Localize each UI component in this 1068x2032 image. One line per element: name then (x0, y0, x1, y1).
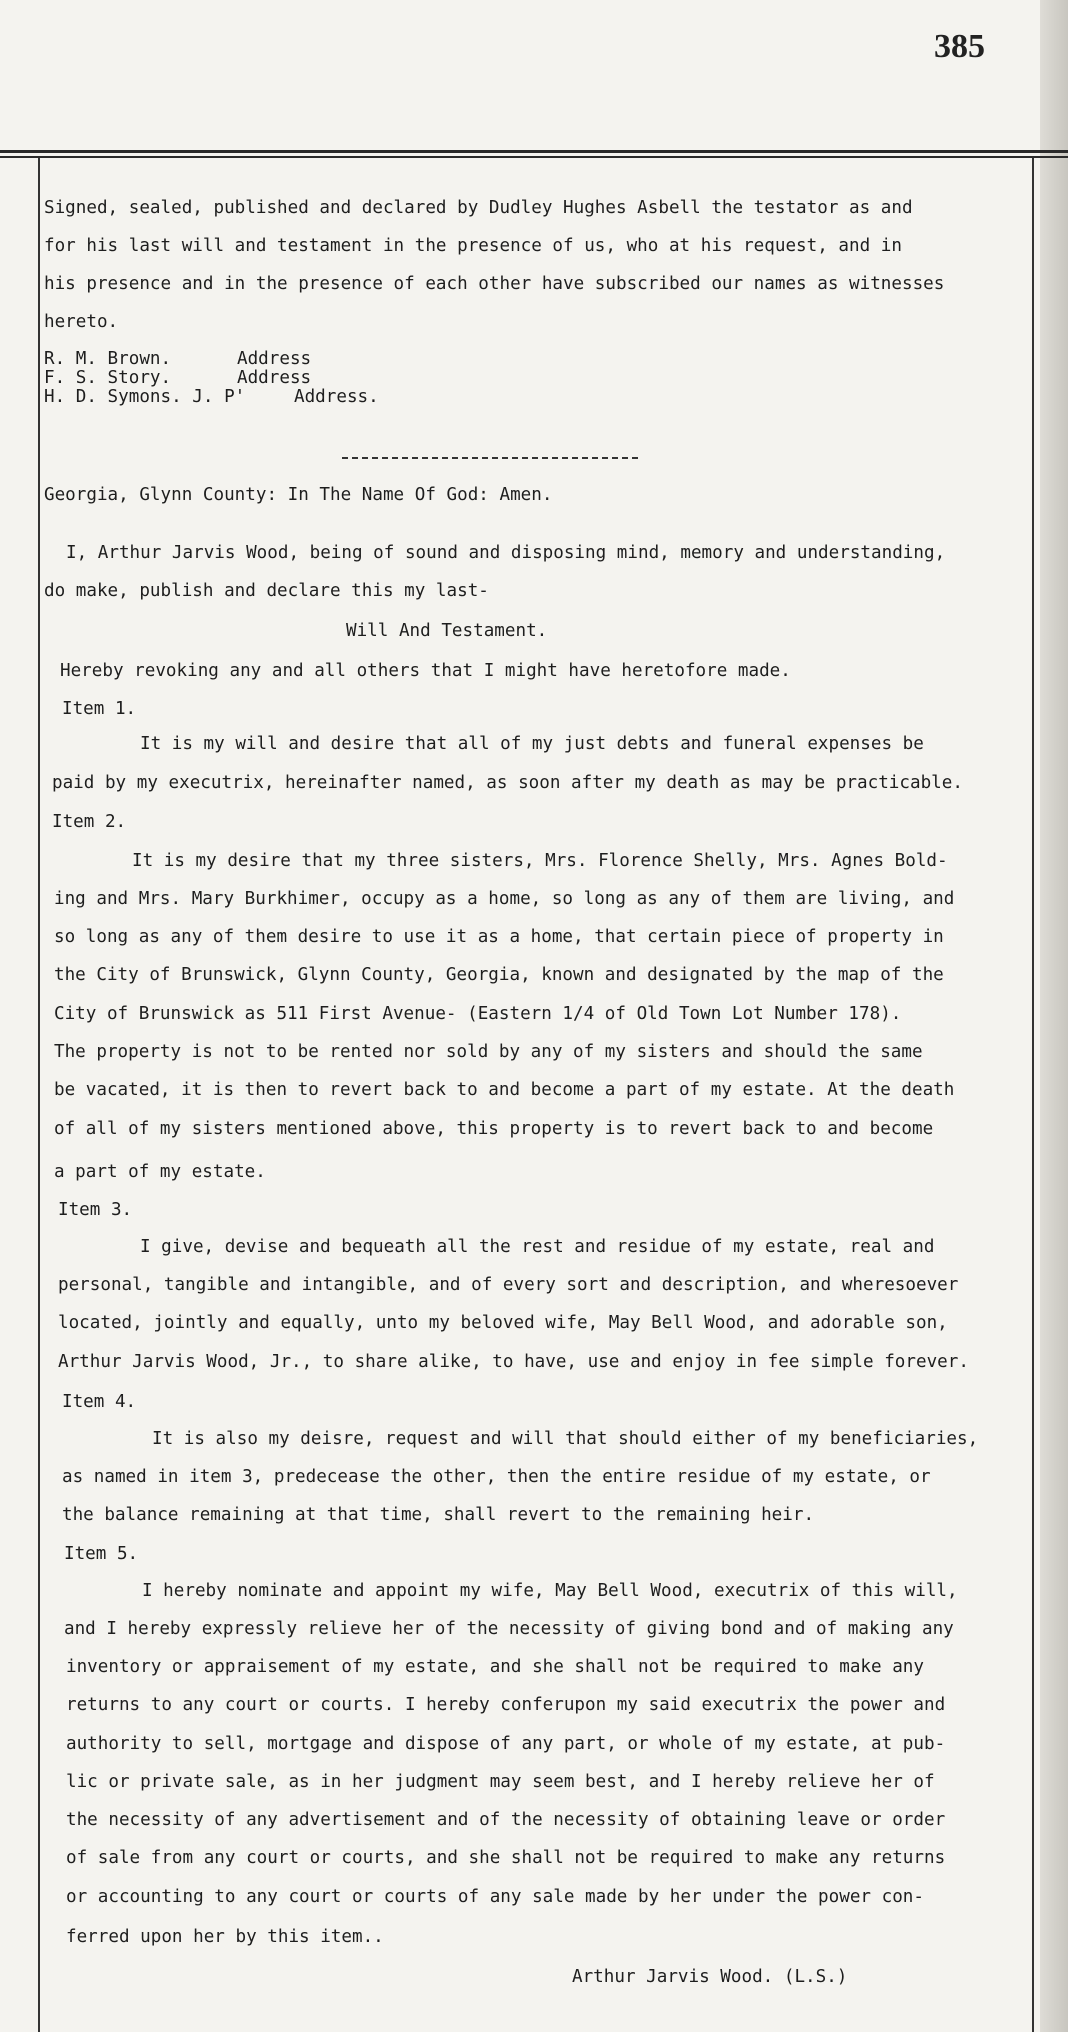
witness-address-label: Address. (294, 387, 379, 407)
item-label: Item 3. (58, 1200, 133, 1220)
page-number: 385 (934, 28, 985, 65)
item-line: It is my will and desire that all of my just debts and funeral expenses be (140, 734, 924, 754)
item-line: as named in item 3, predecease the other, then the entire residue of my estate, or (62, 1467, 931, 1487)
witness-clause-line: for his last will and testament in the presence of us, who at his request, and in (44, 236, 902, 256)
item-line: Arthur Jarvis Wood, Jr., to share alike, to have, use and enjoy in fee simple forever. (58, 1352, 969, 1372)
revocation-clause: Hereby revoking any and all others that I might have heretofore made. (60, 661, 791, 681)
header-rule (0, 150, 1068, 153)
page-edge-shadow (1040, 0, 1068, 2032)
item-line: the necessity of any advertisement and of the necessity of obtaining leave or order (66, 1810, 946, 1830)
witness-name: R. M. Brown. (44, 349, 172, 369)
item-line: personal, tangible and intangible, and of every sort and description, and wheresoever (58, 1275, 959, 1295)
item-line: so long as any of them desire to use it as a home, that certain piece of property in (54, 927, 944, 947)
item-line: I hereby nominate and appoint my wife, May Bell Wood, executrix of this will, (142, 1581, 958, 1601)
item-line: City of Brunswick as 511 First Avenue- (Eastern 1/4 of Old Town Lot Number 178). (54, 1004, 902, 1024)
witness-address-label: Address (237, 368, 312, 388)
will-heading: Georgia, Glynn County: In The Name Of God: Amen. (44, 485, 553, 505)
will-intro-line: do make, publish and declare this my last- (44, 581, 489, 601)
item-line: and I hereby expressly relieve her of the necessity of giving bond and of making any (64, 1619, 954, 1639)
right-margin-rule (1032, 158, 1034, 2032)
item-label: Item 5. (64, 1544, 139, 1564)
item-line: the balance remaining at that time, shall revert to the remaining heir. (62, 1505, 815, 1525)
item-line: located, jointly and equally, unto my beloved wife, May Bell Wood, and adorable son, (58, 1313, 948, 1333)
item-line: a part of my estate. (54, 1162, 266, 1182)
will-title: Will And Testament. (346, 621, 548, 641)
item-label: Item 2. (52, 812, 127, 832)
item-line: returns to any court or courts. I hereby conferupon my said executrix the power and (66, 1695, 946, 1715)
item-line: be vacated, it is then to revert back to and become a part of my estate. At the death (54, 1080, 955, 1100)
will-intro-line: I, Arthur Jarvis Wood, being of sound and disposing mind, memory and understanding, (66, 543, 946, 563)
item-line: I give, devise and bequeath all the rest and residue of my estate, real and (140, 1237, 935, 1257)
section-divider (342, 457, 638, 459)
witness-name: H. D. Symons. J. P' (44, 387, 246, 407)
item-line: ferred upon her by this item.. (66, 1927, 384, 1947)
item-line: or accounting to any court or courts of any sale made by her under the power con- (66, 1887, 924, 1907)
item-line: lic or private sale, as in her judgment may seem best, and I hereby relieve her of (66, 1772, 935, 1792)
item-label: Item 4. (62, 1392, 137, 1412)
item-line: paid by my executrix, hereinafter named, as soon after my death as may be practicable. (52, 773, 963, 793)
item-line: It is also my deisre, request and will that should either of my beneficiaries, (152, 1429, 979, 1449)
witness-clause-line: his presence and in the presence of each other have subscribed our names as witnesses (44, 274, 945, 294)
testator-signature: Arthur Jarvis Wood. (L.S.) (572, 1967, 848, 1987)
item-line: of sale from any court or courts, and she shall not be required to make any returns (66, 1848, 946, 1868)
item-line: the City of Brunswick, Glynn County, Georgia, known and designated by the map of the (54, 965, 944, 985)
witness-clause-line: hereto. (44, 312, 119, 332)
item-line: of all of my sisters mentioned above, this property is to revert back to and become (54, 1119, 934, 1139)
witness-name: F. S. Story. (44, 368, 172, 388)
item-line: The property is not to be rented nor sold by any of my sisters and should the same (54, 1042, 923, 1062)
witness-address-label: Address (237, 349, 312, 369)
item-label: Item 1. (62, 699, 137, 719)
item-line: inventory or appraisement of my estate, and she shall not be required to make any (66, 1657, 924, 1677)
left-margin-rule (38, 158, 40, 2032)
header-rule-inner (0, 156, 1068, 158)
item-line: It is my desire that my three sisters, Mrs. Florence Shelly, Mrs. Agnes Bold- (132, 851, 948, 871)
item-line: authority to sell, mortgage and dispose of any part, or whole of my estate, at pub- (66, 1734, 946, 1754)
witness-clause-line: Signed, sealed, published and declared by Dudley Hughes Asbell the testator as and (44, 198, 913, 218)
item-line: ing and Mrs. Mary Burkhimer, occupy as a home, so long as any of them are living, and (54, 889, 955, 909)
